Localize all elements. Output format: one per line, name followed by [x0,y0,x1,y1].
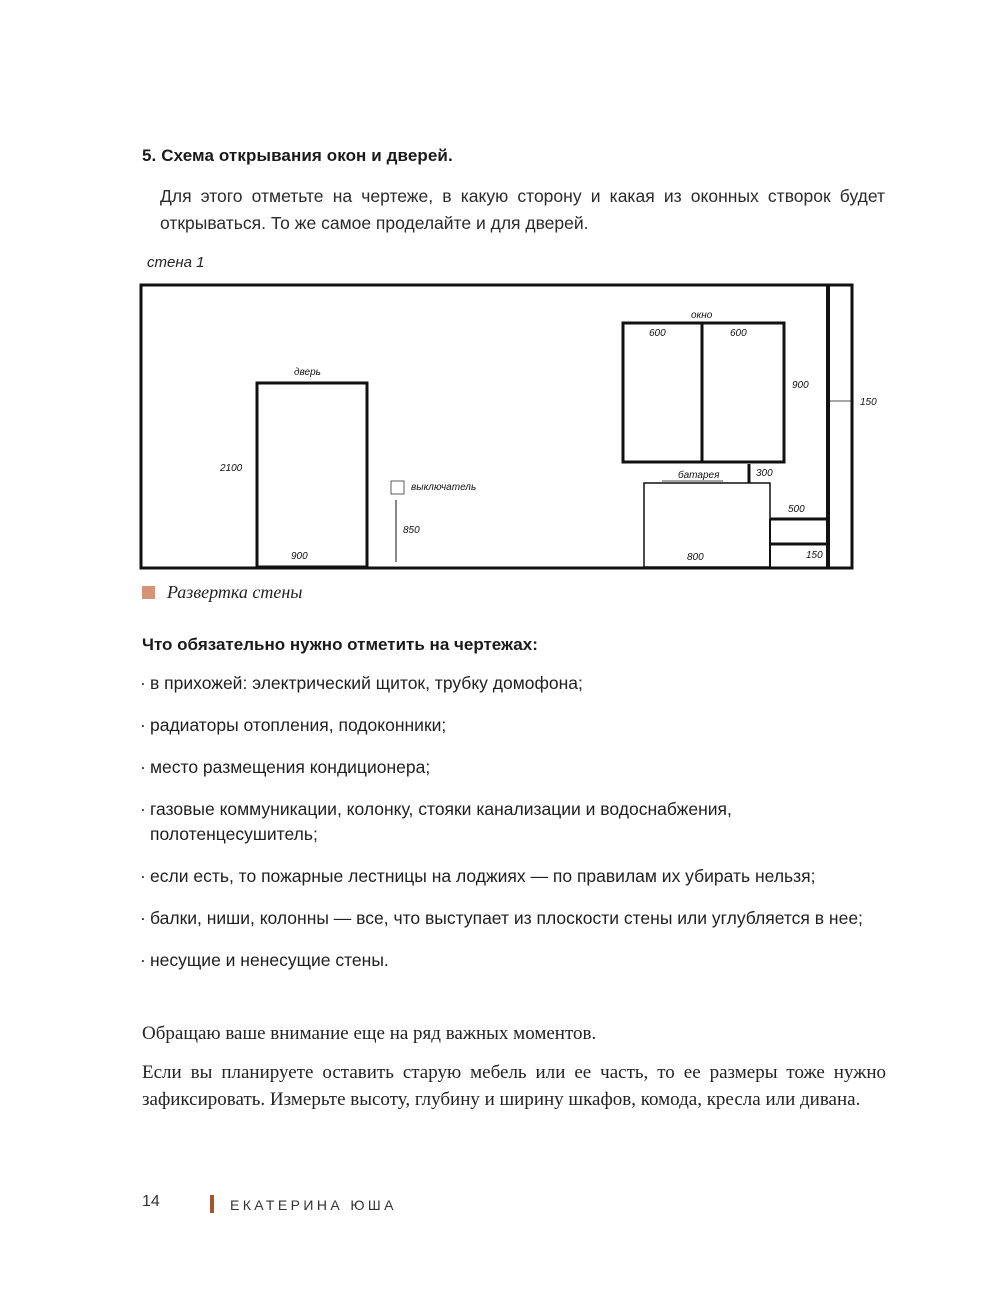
list-item-text: место размещения кондиционера; [150,757,431,777]
list-item [140,755,886,780]
window-right-width-label: 600 [730,328,747,339]
bullet-dot: · [140,757,146,777]
wall-elevation-drawing [0,0,987,600]
window-left-width-label: 600 [649,328,666,339]
radiator-gap-label: 300 [756,468,773,479]
footer-divider [210,1195,214,1213]
paragraph-notice: Обращаю ваше внимание еще на ряд важных моментов. [142,1023,597,1044]
radiator-label: батарея [678,470,720,481]
list-item [140,797,886,847]
side-dim-label: 150 [860,397,877,408]
checklist [140,671,886,990]
bullet-dot: · [140,908,146,928]
switch [391,481,404,494]
list-item-text: в прихожей: электрический щиток, трубку домофона; [150,673,583,693]
list-item [140,906,886,931]
list-item-text: несущие и ненесущие стены. [150,950,389,970]
wall-label: стена 1 [147,254,205,271]
figure-caption [142,582,302,603]
list-item [140,671,886,696]
caption-marker [142,586,155,599]
switch-label: выключатель [411,482,477,493]
checklist-heading: Что обязательно нужно отметить на чертежах: [142,635,538,654]
door [257,383,367,567]
door-label: дверь [294,367,321,378]
list-item [140,948,886,973]
list-item-text: газовые коммуникации, колонку, стояки канализации и водоснабжения, полотенцесушитель; [150,799,732,844]
radiator-width-label: 800 [687,552,704,563]
sill-height-label: 500 [788,504,805,515]
bullet-dot: · [140,866,146,886]
list-item [140,864,886,889]
caption-text: Развертка стены [167,582,303,602]
list-item [140,713,886,738]
switch-height-label: 850 [403,525,420,536]
corner-width-label: 150 [806,550,823,561]
radiator [644,483,770,567]
door-height-label: 2100 [220,463,243,474]
list-item-text: балки, ниши, колонны — все, что выступает из плоскости стены или углубляется в нее; [150,908,863,928]
window-label: окно [691,310,713,321]
door-width-label: 900 [291,551,308,562]
paragraph-furniture: Если вы планируете оставить старую мебель или ее часть, то ее размеры тоже нужно зафиксировать. Измерьте высоту, глубину и ширину шкафов, комода, кресла или дивана. [142,1062,886,1110]
bullet-dot: · [140,950,146,970]
bullet-dot: · [140,799,146,819]
footer-author: ЕКАТЕРИНА ЮША [230,1197,397,1213]
page-number: 14 [142,1193,160,1210]
bullet-dot: · [140,715,146,735]
section-heading: 5. Схема открывания окон и дверей. [142,146,453,165]
window-height-label: 900 [792,380,809,391]
section-intro: Для этого отметьте на чертеже, в какую сторону и какая из оконных створок будет открываться. То же самое проделайте и для дверей. [160,186,885,233]
list-item-text: если есть, то пожарные лестницы на лоджиях — по правилам их убирать нельзя; [150,866,816,886]
list-item-text: радиаторы отопления, подоконники; [150,715,447,735]
bullet-dot: · [140,673,146,693]
